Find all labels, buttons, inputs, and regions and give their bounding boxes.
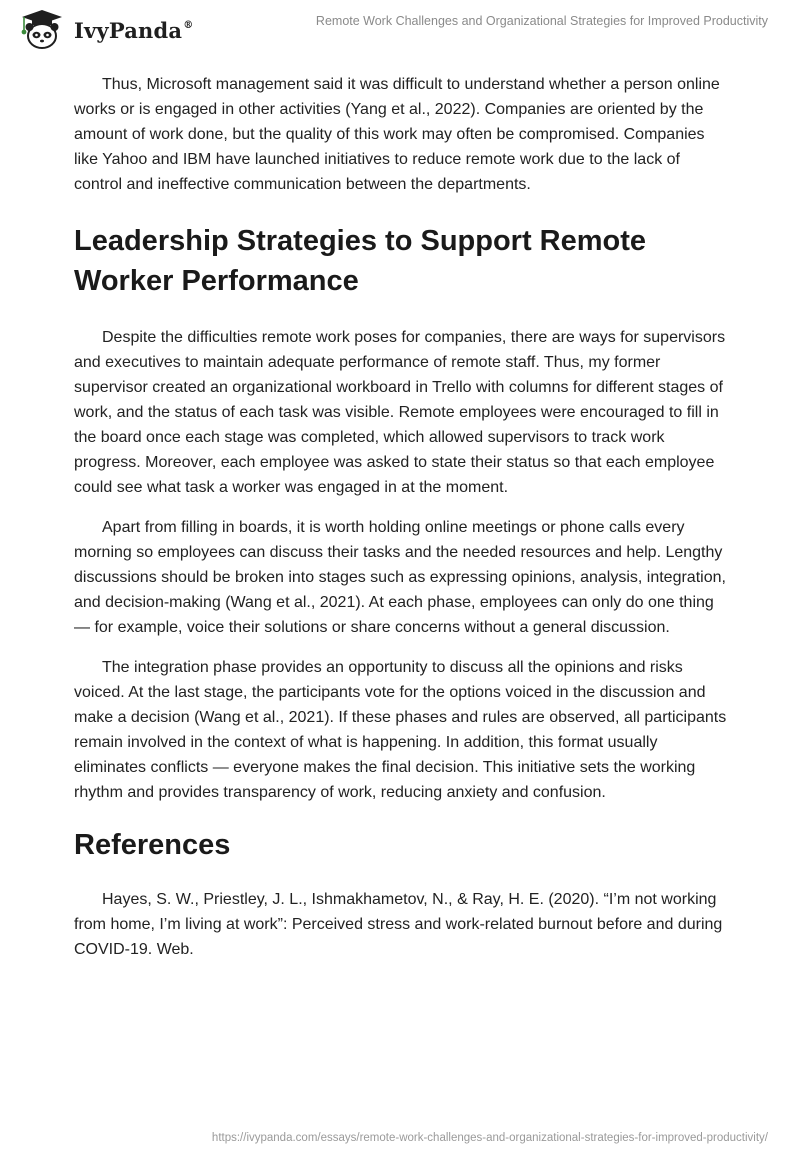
reference-entry: Hayes, S. W., Priestley, J. L., Ishmakhametov, N., & Ray, H. E. (2020). “I’m not working from home, I’m living at work”: Perceived stress and work-related burnout before and during COVID-19. Web. xyxy=(74,891,723,958)
section-heading-references: References xyxy=(74,829,231,861)
registered-mark: ® xyxy=(183,19,194,31)
paragraph-leadership-1: Despite the difficulties remote work poses for companies, there are ways for supervisors and executives to maintain adequate performance of remote staff. Thus, my former supervisor created an organizational workboard in Trello with columns for different stages of work, and the status of each task was visible. Remote employees were encouraged to fill in the board once each stage was completed, which allowed supervisors to track work progress. Moreover, each employee was asked to state their status so that each employee could see what task a worker was engaged in at the moment. xyxy=(74,329,726,496)
source-url-link[interactable]: https://ivypanda.com/essays/remote-work-challenges-and-organizational-strategies-for-improved-productivity/ xyxy=(211,1132,768,1144)
essay-content xyxy=(74,72,730,977)
paragraph-intro: Thus, Microsoft management said it was difficult to understand whether a person online works or is engaged in other activities (Yang et al., 2022). Companies are oriented by the amount of work done, but the quality of this work may often be compromised. Companies like Yahoo and IBM have launched initiatives to reduce remote work due to the lack of control and ineffective communication between the departments. xyxy=(74,76,720,193)
section-heading-leadership: Leadership Strategies to Support Remote Worker Performance xyxy=(74,225,647,297)
document-title: Remote Work Challenges and Organizational Strategies for Improved Productivity xyxy=(315,14,768,28)
paragraph-leadership-2: Apart from filling in boards, it is worth holding online meetings or phone calls every morning so employees can discuss their tasks and the needed resources and help. Lengthy discussions should be broken into stages such as expressing opinions, analysis, integration, and decision-making (Wang et al., 2021). At each phase, employees can only do one thing — for example, voice their solutions or share concerns without a general discussion. xyxy=(74,519,726,636)
page-header xyxy=(0,0,800,60)
ivypanda-logo[interactable] xyxy=(14,8,193,52)
panda-graduate-icon xyxy=(14,8,70,52)
paragraph-leadership-3: The integration phase provides an opportunity to discuss all the opinions and risks voiced. At the last stage, the participants vote for the options voiced in the discussion and make a decision (Wang et al., 2021). If these phases and rules are observed, all participants remain involved in the context of what is happening. In addition, this format usually eliminates conflicts — everyone makes the final decision. This initiative sets the working rhythm and provides transparency of work, reducing anxiety and confusion. xyxy=(74,659,727,801)
brand-name: IvyPanda® xyxy=(74,17,194,43)
